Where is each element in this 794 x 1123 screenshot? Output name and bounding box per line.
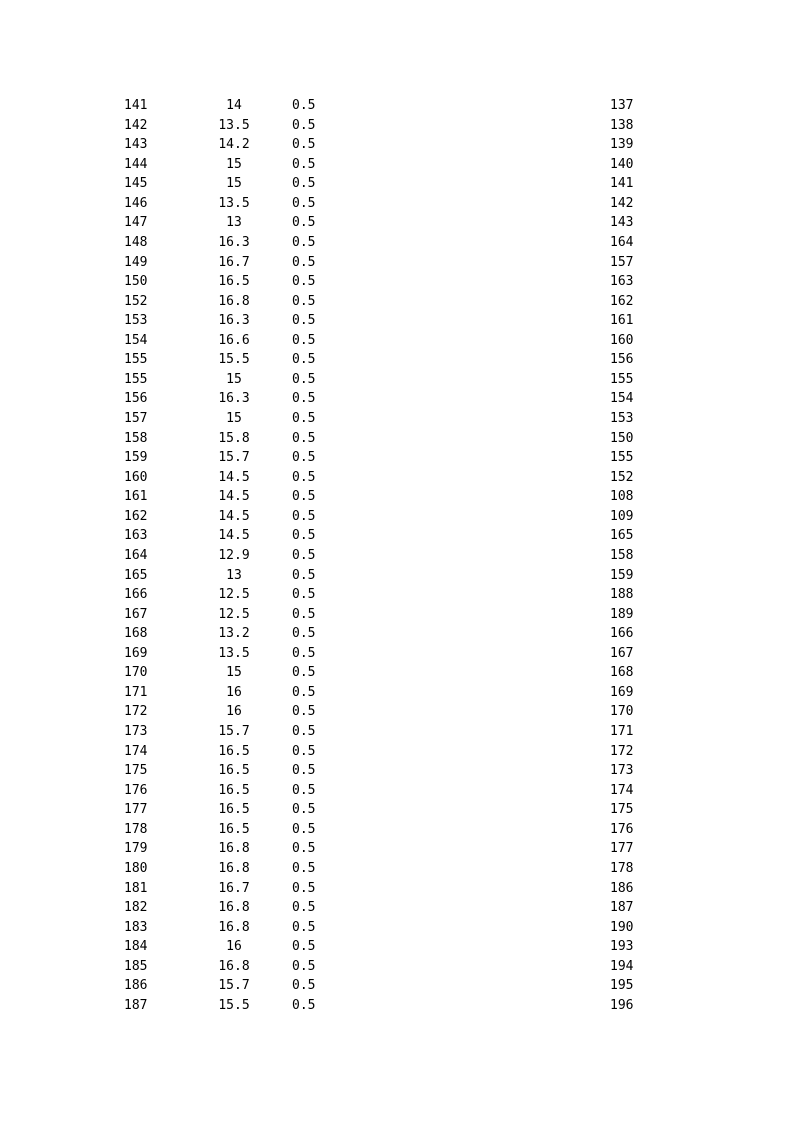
cell-rate: 0.5 [292, 332, 316, 348]
cell-value: 13.5 [218, 645, 250, 661]
cell-id: 168 [124, 626, 148, 642]
cell-ref: 156 [610, 352, 634, 368]
cell-value: 16.5 [218, 274, 250, 290]
cell-value: 16.8 [218, 841, 250, 857]
cell-ref: 194 [610, 958, 634, 974]
cell-value: 16.5 [218, 782, 250, 798]
table-row [0, 272, 794, 292]
cell-rate: 0.5 [292, 234, 316, 250]
table-row [0, 624, 794, 644]
table-row [0, 957, 794, 977]
cell-id: 171 [124, 684, 148, 700]
cell-value: 16.8 [218, 293, 250, 309]
cell-id: 156 [124, 391, 148, 407]
table-row [0, 96, 794, 116]
cell-id: 166 [124, 587, 148, 603]
table-row [0, 429, 794, 449]
cell-value: 14.5 [218, 508, 250, 524]
table-row [0, 859, 794, 879]
cell-id: 146 [124, 195, 148, 211]
table-row [0, 507, 794, 527]
cell-id: 148 [124, 234, 148, 250]
cell-ref: 196 [610, 997, 634, 1013]
cell-id: 169 [124, 645, 148, 661]
cell-id: 164 [124, 547, 148, 563]
cell-value: 13 [226, 567, 242, 583]
cell-rate: 0.5 [292, 782, 316, 798]
cell-value: 15 [226, 665, 242, 681]
cell-value: 16.3 [218, 391, 250, 407]
cell-ref: 190 [610, 919, 634, 935]
table-row [0, 918, 794, 938]
cell-ref: 168 [610, 665, 634, 681]
cell-value: 15.7 [218, 978, 250, 994]
cell-ref: 164 [610, 234, 634, 250]
cell-id: 163 [124, 528, 148, 544]
cell-value: 13.2 [218, 626, 250, 642]
cell-ref: 175 [610, 802, 634, 818]
cell-rate: 0.5 [292, 626, 316, 642]
cell-value: 14.5 [218, 469, 250, 485]
cell-value: 16.3 [218, 313, 250, 329]
cell-ref: 172 [610, 743, 634, 759]
cell-id: 184 [124, 939, 148, 955]
cell-id: 173 [124, 724, 148, 739]
cell-value: 14.5 [218, 489, 250, 505]
cell-rate: 0.5 [292, 958, 316, 974]
cell-ref: 154 [610, 391, 634, 407]
cell-id: 152 [124, 293, 148, 309]
cell-id: 175 [124, 763, 148, 779]
table-row [0, 839, 794, 859]
cell-ref: 195 [610, 978, 634, 994]
cell-rate: 0.5 [292, 841, 316, 857]
cell-id: 155 [124, 352, 148, 368]
cell-ref: 139 [610, 137, 634, 153]
cell-rate: 0.5 [292, 880, 316, 896]
table-row [0, 898, 794, 918]
cell-id: 155 [124, 371, 148, 387]
cell-id: 153 [124, 313, 148, 329]
cell-id: 174 [124, 743, 148, 759]
cell-rate: 0.5 [292, 176, 316, 192]
table-row [0, 879, 794, 899]
cell-value: 16.3 [218, 234, 250, 250]
cell-value: 15.7 [218, 724, 250, 739]
table-row [0, 644, 794, 664]
table-row [0, 487, 794, 507]
cell-id: 145 [124, 176, 148, 192]
cell-rate: 0.5 [292, 743, 316, 759]
cell-value: 13.5 [218, 117, 250, 133]
cell-rate: 0.5 [292, 704, 316, 720]
cell-id: 170 [124, 665, 148, 681]
cell-ref: 150 [610, 430, 634, 446]
cell-ref: 187 [610, 900, 634, 916]
cell-ref: 158 [610, 547, 634, 563]
cell-value: 16.8 [218, 900, 250, 916]
cell-id: 176 [124, 782, 148, 798]
cell-rate: 0.5 [292, 802, 316, 818]
cell-value: 16.5 [218, 821, 250, 837]
cell-rate: 0.5 [292, 313, 316, 329]
cell-value: 14.5 [218, 528, 250, 544]
cell-value: 16.6 [218, 332, 250, 348]
table-row [0, 468, 794, 488]
cell-rate: 0.5 [292, 587, 316, 603]
cell-ref: 170 [610, 704, 634, 720]
cell-value: 16.5 [218, 763, 250, 779]
cell-rate: 0.5 [292, 528, 316, 544]
cell-ref: 166 [610, 626, 634, 642]
table-row [0, 292, 794, 312]
cell-rate: 0.5 [292, 665, 316, 681]
table-row [0, 820, 794, 840]
table-row [0, 194, 794, 214]
table-row [0, 233, 794, 253]
cell-rate: 0.5 [292, 567, 316, 583]
cell-rate: 0.5 [292, 900, 316, 916]
cell-rate: 0.5 [292, 215, 316, 231]
cell-rate: 0.5 [292, 489, 316, 505]
cell-ref: 160 [610, 332, 634, 348]
table-row [0, 566, 794, 586]
cell-rate: 0.5 [292, 606, 316, 622]
cell-ref: 155 [610, 450, 634, 466]
cell-id: 154 [124, 332, 148, 348]
cell-ref: 176 [610, 821, 634, 837]
cell-rate: 0.5 [292, 763, 316, 779]
cell-id: 162 [124, 508, 148, 524]
cell-ref: 138 [610, 117, 634, 133]
table-row [0, 331, 794, 351]
cell-id: 187 [124, 997, 148, 1013]
cell-id: 183 [124, 919, 148, 935]
cell-rate: 0.5 [292, 195, 316, 211]
table-row [0, 253, 794, 273]
cell-ref: 173 [610, 763, 634, 779]
cell-rate: 0.5 [292, 724, 316, 739]
cell-ref: 169 [610, 684, 634, 700]
cell-rate: 0.5 [292, 684, 316, 700]
cell-value: 13.5 [218, 195, 250, 211]
cell-rate: 0.5 [292, 411, 316, 426]
cell-value: 15 [226, 371, 242, 387]
cell-id: 159 [124, 450, 148, 466]
table-row [0, 742, 794, 762]
table-row [0, 683, 794, 703]
cell-ref: 109 [610, 508, 634, 524]
cell-id: 179 [124, 841, 148, 857]
cell-value: 15.8 [218, 430, 250, 446]
cell-rate: 0.5 [292, 391, 316, 407]
table-row [0, 702, 794, 722]
cell-id: 182 [124, 900, 148, 916]
table-row [0, 155, 794, 175]
table-row [0, 389, 794, 409]
cell-value: 16 [226, 684, 242, 700]
cell-rate: 0.5 [292, 978, 316, 994]
table-row [0, 526, 794, 546]
cell-id: 186 [124, 978, 148, 994]
cell-id: 177 [124, 802, 148, 818]
cell-ref: 143 [610, 215, 634, 231]
cell-value: 16.7 [218, 254, 250, 270]
cell-id: 143 [124, 137, 148, 153]
cell-id: 167 [124, 606, 148, 622]
cell-ref: 163 [610, 274, 634, 290]
cell-value: 15.5 [218, 997, 250, 1013]
table-row [0, 722, 794, 742]
cell-rate: 0.5 [292, 997, 316, 1013]
cell-ref: 165 [610, 528, 634, 544]
cell-ref: 177 [610, 841, 634, 857]
cell-rate: 0.5 [292, 430, 316, 446]
cell-rate: 0.5 [292, 254, 316, 270]
cell-value: 14 [226, 98, 242, 113]
cell-id: 161 [124, 489, 148, 505]
cell-ref: 157 [610, 254, 634, 270]
table-row [0, 996, 794, 1016]
table-row [0, 781, 794, 801]
cell-rate: 0.5 [292, 293, 316, 309]
cell-ref: 167 [610, 645, 634, 661]
cell-rate: 0.5 [292, 469, 316, 485]
cell-value: 16 [226, 939, 242, 955]
cell-ref: 193 [610, 939, 634, 955]
table-row [0, 546, 794, 566]
cell-rate: 0.5 [292, 274, 316, 290]
cell-value: 12.5 [218, 587, 250, 603]
cell-value: 15 [226, 156, 242, 172]
cell-ref: 178 [610, 860, 634, 876]
cell-value: 16.8 [218, 919, 250, 935]
cell-ref: 159 [610, 567, 634, 583]
cell-id: 180 [124, 860, 148, 876]
cell-rate: 0.5 [292, 939, 316, 955]
cell-rate: 0.5 [292, 821, 316, 837]
cell-rate: 0.5 [292, 450, 316, 466]
cell-ref: 142 [610, 195, 634, 211]
table-row [0, 135, 794, 155]
cell-value: 15.5 [218, 352, 250, 368]
data-table [0, 96, 794, 1015]
cell-value: 16.8 [218, 958, 250, 974]
table-row [0, 976, 794, 996]
cell-value: 16.5 [218, 802, 250, 818]
cell-id: 181 [124, 880, 148, 896]
cell-rate: 0.5 [292, 919, 316, 935]
table-row [0, 174, 794, 194]
cell-rate: 0.5 [292, 508, 316, 524]
table-row [0, 585, 794, 605]
cell-value: 15.7 [218, 450, 250, 466]
cell-id: 150 [124, 274, 148, 290]
cell-ref: 137 [610, 98, 634, 113]
cell-ref: 174 [610, 782, 634, 798]
table-row [0, 350, 794, 370]
table-row [0, 800, 794, 820]
table-row [0, 116, 794, 136]
cell-ref: 189 [610, 606, 634, 622]
cell-id: 142 [124, 117, 148, 133]
table-row [0, 937, 794, 957]
cell-ref: 155 [610, 371, 634, 387]
table-row [0, 370, 794, 390]
cell-ref: 188 [610, 587, 634, 603]
cell-ref: 171 [610, 724, 634, 739]
cell-id: 178 [124, 821, 148, 837]
cell-id: 165 [124, 567, 148, 583]
cell-value: 16.7 [218, 880, 250, 896]
table-row [0, 663, 794, 683]
table-row [0, 311, 794, 331]
cell-id: 144 [124, 156, 148, 172]
cell-value: 16.8 [218, 860, 250, 876]
cell-rate: 0.5 [292, 98, 316, 113]
cell-rate: 0.5 [292, 860, 316, 876]
cell-rate: 0.5 [292, 117, 316, 133]
cell-rate: 0.5 [292, 547, 316, 563]
table-row [0, 761, 794, 781]
cell-id: 185 [124, 958, 148, 974]
cell-value: 14.2 [218, 137, 250, 153]
cell-id: 157 [124, 411, 148, 426]
cell-rate: 0.5 [292, 352, 316, 368]
cell-ref: 153 [610, 411, 634, 426]
table-row [0, 409, 794, 429]
cell-ref: 186 [610, 880, 634, 896]
cell-value: 12.9 [218, 547, 250, 563]
cell-rate: 0.5 [292, 137, 316, 153]
cell-value: 15 [226, 411, 242, 426]
cell-rate: 0.5 [292, 371, 316, 387]
cell-ref: 152 [610, 469, 634, 485]
cell-ref: 161 [610, 313, 634, 329]
cell-value: 15 [226, 176, 242, 192]
cell-ref: 141 [610, 176, 634, 192]
table-row [0, 448, 794, 468]
cell-id: 149 [124, 254, 148, 270]
cell-value: 12.5 [218, 606, 250, 622]
cell-id: 158 [124, 430, 148, 446]
cell-id: 147 [124, 215, 148, 231]
cell-id: 160 [124, 469, 148, 485]
cell-value: 16.5 [218, 743, 250, 759]
table-row [0, 213, 794, 233]
cell-value: 16 [226, 704, 242, 720]
cell-ref: 108 [610, 489, 634, 505]
table-row [0, 605, 794, 625]
cell-rate: 0.5 [292, 156, 316, 172]
cell-ref: 162 [610, 293, 634, 309]
cell-id: 141 [124, 98, 148, 113]
cell-rate: 0.5 [292, 645, 316, 661]
cell-value: 13 [226, 215, 242, 231]
cell-id: 172 [124, 704, 148, 720]
cell-ref: 140 [610, 156, 634, 172]
